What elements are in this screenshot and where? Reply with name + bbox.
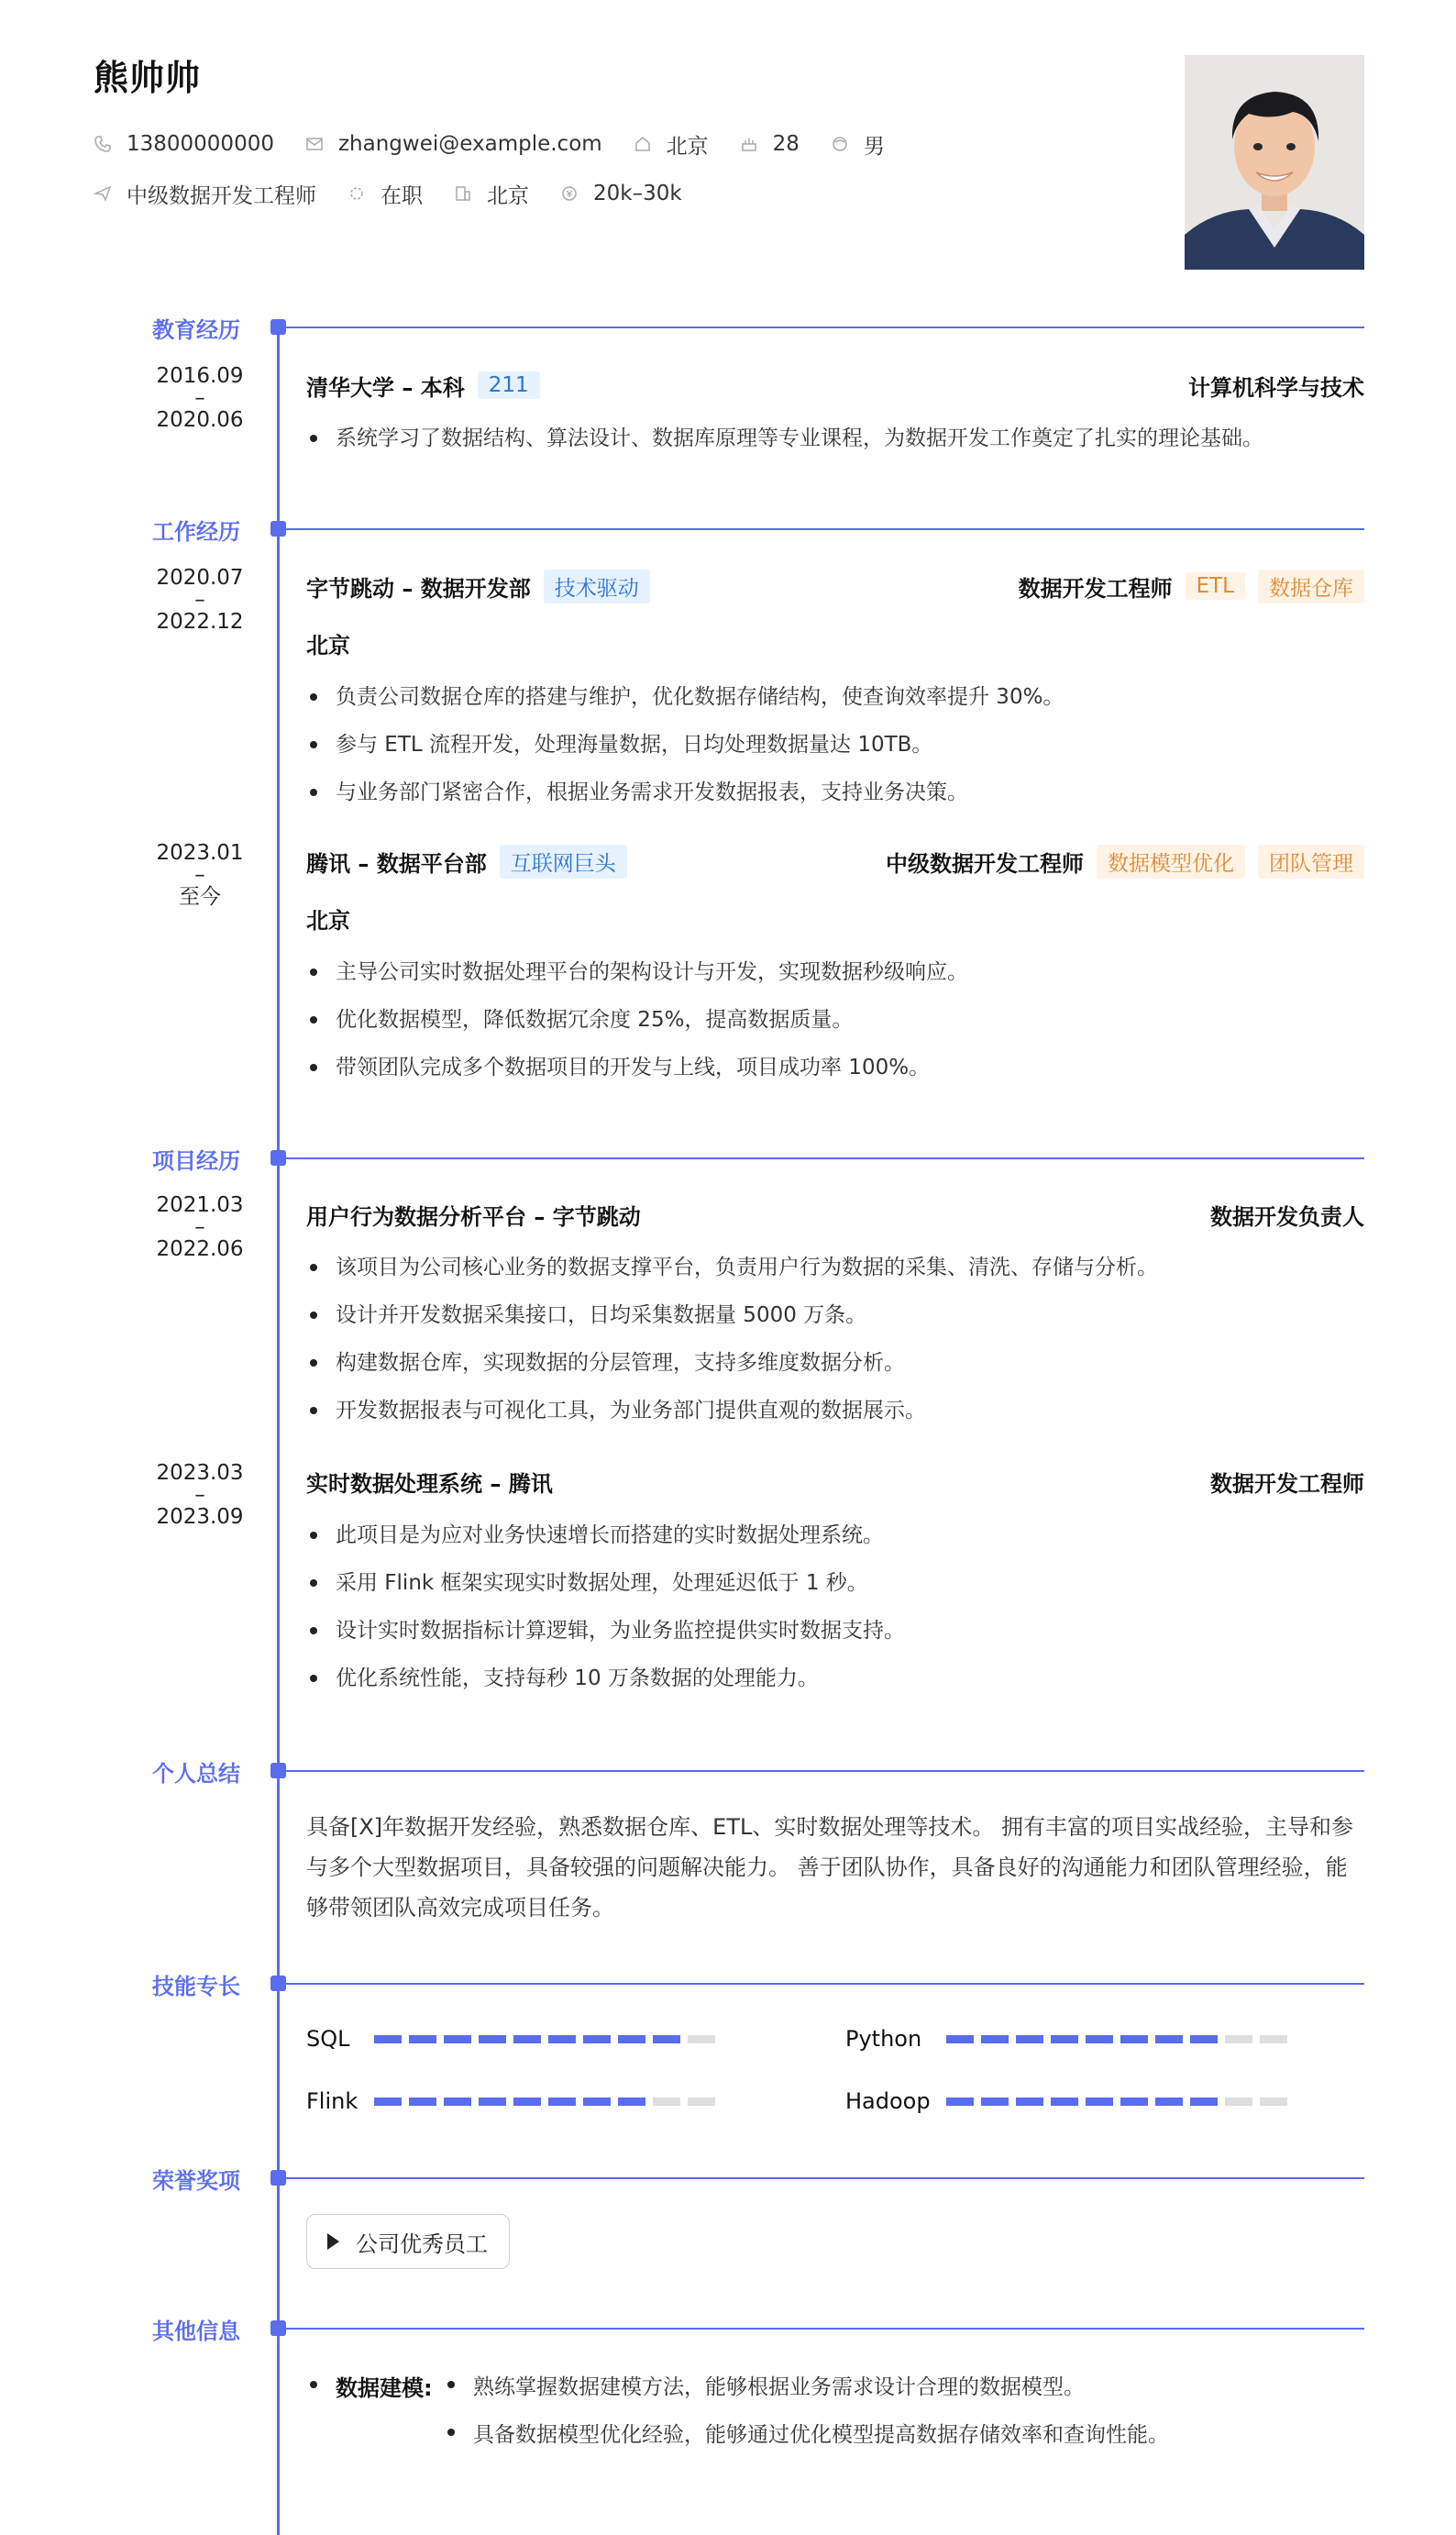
skill-segment-filled [981,2098,1009,2106]
company-tag: 互联网巨头 [500,845,627,879]
date-end: 2022.12 [156,610,244,634]
position-info [94,179,316,209]
age-icon [740,135,758,153]
skill-segment-empty [688,2098,715,2106]
skill-name: Flink [306,2088,358,2114]
target-city-info [454,179,529,209]
skill-segment-filled [444,2098,471,2106]
skill-segment-filled [618,2098,645,2106]
project-entry-head [306,1466,1364,1497]
skill-segment-filled [946,2035,974,2043]
skill-segment-filled [444,2035,471,2043]
age-info [740,132,800,156]
school-name: 清华大学 – 本科 [306,374,465,401]
list-item: 优化系统性能，支持每秒 10 万条数据的处理能力。 [306,1655,1364,1702]
award-button[interactable] [306,2214,510,2269]
skill-segment-filled [374,2035,402,2043]
skill-segment-empty [1225,2035,1252,2043]
project-entry-head [306,1199,1364,1230]
date-dash: – [194,863,205,887]
section-title-project: 项目经历 [152,1148,240,1174]
city-text: 北京 [666,134,709,159]
mail-icon [305,135,324,153]
work-bullets [306,673,1364,816]
skill-segment-filled [1051,2035,1078,2043]
list-item: 与业务部门紧密合作，根据业务需求开发数据报表，支持业务决策。 [306,769,1364,816]
job-role: 中级数据开发工程师 [886,850,1084,877]
date-start: 2016.09 [156,364,244,388]
section-divider [284,2328,1364,2330]
skill-segment-filled [981,2035,1009,2043]
company-name: 字节跳动 – 数据开发部 [306,575,531,602]
skill-segment-filled [479,2035,506,2043]
date-start: 2020.07 [156,566,244,590]
list-item: 此项目是为应对业务快速增长而搭建的实时数据处理系统。 [306,1511,1364,1559]
list-item: 主导公司实时数据处理平台的架构设计与开发，实现数据秒级响应。 [306,948,1364,996]
skill-level-bar [374,2035,722,2043]
status-icon [347,184,366,203]
date-end: 2020.06 [156,408,244,432]
skill-segment-empty [688,2035,715,2043]
project-date [145,1194,255,1260]
skill-segment-filled [1120,2098,1148,2106]
date-dash: – [194,1483,205,1507]
project-bullets [306,1244,1364,1434]
skill-segment-filled [548,2098,576,2106]
email-info [305,132,602,156]
list-item: 构建数据仓库，实现数据的分层管理，支持多维度数据分析。 [306,1339,1364,1387]
section-title-honors: 荣誉奖项 [152,2168,240,2194]
skill-segment-filled [946,2098,974,2106]
work-bullets [306,948,1364,1091]
gender-text: 男 [863,134,885,159]
list-item: 负责公司数据仓库的搭建与维护，优化数据存储结构，使查询效率提升 30%。 [306,673,1364,721]
skill-segment-filled [409,2098,436,2106]
salary-text: 20k–30k [593,182,682,205]
work-city: 北京 [306,633,350,659]
list-item: 该项目为公司核心业务的数据支撑平台，负责用户行为数据的采集、清洗、存储与分析。 [306,1244,1364,1291]
timeline-line [277,327,280,2535]
project-name: 实时数据处理系统 – 腾讯 [306,1470,553,1497]
bullet-dot [447,2381,455,2388]
date-dash: – [194,588,205,612]
education-entry-head [306,370,1364,401]
date-start: 2021.03 [156,1193,244,1217]
date-end: 至今 [179,885,221,909]
date-start: 2023.03 [156,1461,244,1485]
work-city: 北京 [306,908,350,934]
list-item: 开发数据报表与可视化工具，为业务部门提供直观的数据展示。 [306,1387,1364,1434]
role-tag: 团队管理 [1258,845,1364,879]
skill-item [845,2025,1295,2053]
major-name: 计算机科学与技术 [1188,374,1364,401]
role-tag: 数据仓库 [1258,570,1364,603]
skill-segment-filled [1086,2035,1113,2043]
list-item: 优化数据模型，降低数据冗余度 25%，提高数据质量。 [306,996,1364,1044]
building-icon [454,184,472,203]
skill-level-bar [374,2098,722,2106]
list-item: 参与 ETL 流程开发，处理海量数据，日均处理数据量达 10TB。 [306,721,1364,769]
skill-segment-filled [1155,2098,1183,2106]
school-tag: 211 [478,371,540,399]
home-icon [634,135,652,153]
project-role: 数据开发工程师 [1210,1470,1364,1497]
list-item: 采用 Flink 框架实现实时数据处理，处理延迟低于 1 秒。 [306,1559,1364,1607]
age-text: 28 [772,132,800,156]
target-city-text: 北京 [487,183,529,208]
gender-icon [831,135,849,153]
list-item: 带领团队完成多个数据项目的开发与上线，项目成功率 100%。 [306,1044,1364,1091]
contact-row [94,130,916,158]
skill-segment-filled [374,2098,402,2106]
skill-segment-filled [1120,2035,1148,2043]
section-divider [284,528,1364,530]
section-title-summary: 个人总结 [152,1761,240,1787]
other-item: 具备数据模型优化经验，能够通过优化模型提高数据存储效率和查询性能。 [473,2423,1169,2447]
list-item: 设计实时数据指标计算逻辑，为业务监控提供实时数据支持。 [306,1607,1364,1655]
skill-segment-filled [618,2035,645,2043]
skill-item [306,2087,722,2115]
job-row [94,180,713,207]
email-text: zhangwei@example.com [337,132,602,156]
section-divider [284,1157,1364,1159]
skill-segment-filled [583,2035,611,2043]
role-tag: ETL [1186,572,1245,600]
phone-icon [94,135,112,153]
gender-info [831,129,885,160]
skill-segment-filled [548,2035,576,2043]
skill-segment-empty [1260,2098,1287,2106]
skill-level-bar [946,2098,1295,2106]
project-name: 用户行为数据分析平台 – 字节跳动 [306,1203,641,1230]
skill-name: Hadoop [845,2088,931,2114]
role-tag: 数据模型优化 [1097,845,1245,879]
skill-segment-filled [1155,2035,1183,2043]
work-entry-head [306,846,1364,877]
position-text: 中级数据开发工程师 [127,183,316,208]
skill-name: Python [845,2026,922,2052]
skill-segment-filled [1016,2098,1043,2106]
section-divider [284,327,1364,328]
section-title-education: 教育经历 [152,317,240,343]
list-item: 系统学习了数据结构、算法设计、数据库原理等专业课程，为数据开发工作奠定了扎实的理论基础。 [306,415,1364,462]
award-label: 公司优秀员工 [356,2231,488,2257]
section-divider [284,1983,1364,1985]
skill-segment-filled [653,2035,680,2043]
profile-photo [1185,55,1364,270]
education-date [145,365,255,431]
date-dash: – [194,1215,205,1239]
section-divider [284,1770,1364,1772]
phone-info [94,132,274,156]
bullet-dot [310,2381,317,2388]
other-label: 数据建模: [336,2375,433,2401]
job-role: 数据开发工程师 [1018,575,1173,602]
salary-info [560,182,682,205]
work-date [145,567,255,633]
work-entry-head [306,570,1364,602]
date-end: 2023.09 [156,1505,244,1529]
other-item: 熟练掌握数据建模方法，能够根据业务需求设计合理的数据模型。 [473,2375,1085,2399]
project-bullets [306,1511,1364,1702]
bullet-dot [447,2429,455,2436]
date-end: 2022.06 [156,1237,244,1261]
skill-segment-filled [479,2098,506,2106]
skill-segment-empty [653,2098,680,2106]
skill-name: SQL [306,2026,350,2052]
plane-icon [94,184,112,203]
skill-segment-filled [583,2098,611,2106]
candidate-name: 熊帅帅 [94,58,202,98]
project-date [145,1462,255,1528]
city-info [634,129,709,160]
status-text: 在职 [381,183,423,208]
skill-segment-filled [1086,2098,1113,2106]
date-start: 2023.01 [156,841,244,865]
section-title-other: 其他信息 [152,2319,240,2344]
section-title-skills: 技能专长 [152,1974,240,1999]
summary-text: 具备[X]年数据开发经验，熟悉数据仓库、ETL、实时数据处理等技术。 拥有丰富的项目实战经验，主导和参与多个大型数据项目，具备较强的问题解决能力。 善于团队协作，具备良好的沟通能力和团队管理经验，能够带领团队高效完成项目任务。 [306,1814,1353,1921]
skill-segment-filled [1190,2035,1218,2043]
list-item: 设计并开发数据采集接口，日均采集数据量 5000 万条。 [306,1291,1364,1339]
work-date [145,842,255,908]
salary-icon [560,184,579,203]
play-icon [327,2233,339,2250]
education-bullets [306,415,1364,462]
skill-item [306,2025,722,2053]
skill-segment-filled [1190,2098,1218,2106]
skill-segment-filled [409,2035,436,2043]
section-divider [284,2177,1364,2179]
skill-segment-filled [1016,2035,1043,2043]
company-tag: 技术驱动 [544,570,650,603]
skill-segment-empty [1225,2098,1252,2106]
skill-level-bar [946,2035,1295,2043]
section-title-work: 工作经历 [152,519,240,545]
skill-segment-filled [513,2098,541,2106]
project-role: 数据开发负责人 [1210,1203,1364,1230]
company-name: 腾讯 – 数据平台部 [306,850,487,877]
skill-segment-empty [1260,2035,1287,2043]
date-dash: – [194,386,205,410]
skill-item [845,2087,1295,2115]
status-info [347,179,423,209]
skill-segment-filled [1051,2098,1078,2106]
phone-text: 13800000000 [127,132,274,156]
skill-segment-filled [513,2035,541,2043]
